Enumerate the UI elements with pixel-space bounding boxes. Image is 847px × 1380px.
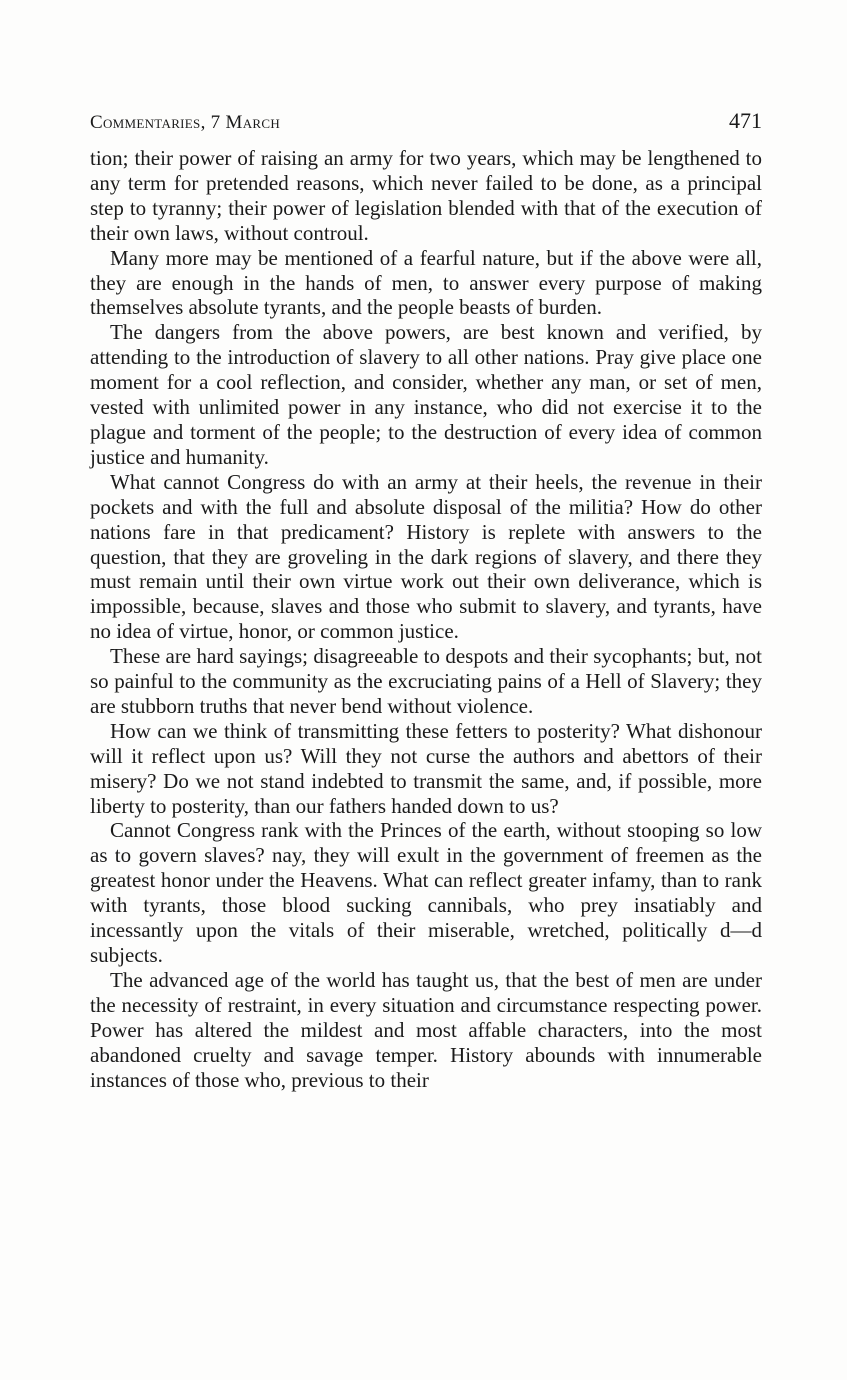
paragraph: Cannot Congress rank with the Princes of the earth, without stooping so low as to govern slaves? nay, they will exult in the government of freemen as the greatest honor under the Heavens. What can reflect greater infamy, than to rank with tyrants, those blood sucking cannibals, who prey insatiably and incessantly upon the vitals of their miserable, wretched, politically d—d subjects. [90, 818, 762, 967]
paragraph: What cannot Congress do with an army at their heels, the revenue in their pockets and with the full and absolute disposal of the militia? How do other nations fare in that predicament? History is replete with answers to the question, that they are groveling in the dark regions of slavery, and there they must remain until their own virtue work out their own deliverance, which is impossible, because, slaves and those who submit to slavery, and tyrants, have no idea of virtue, honor, or common justice. [90, 469, 762, 644]
paragraph: The dangers from the above powers, are best known and verified, by attending to the introduction of slavery to all other nations. Pray give place one moment for a cool reflection, and consider, whether any man, or set of men, vested with unlimited power in any instance, who did not exercise it to the plague and torment of the people; to the destruction of every idea of common justice and humanity. [90, 320, 762, 469]
running-head-title: Commentaries, 7 March [90, 112, 281, 133]
running-head [90, 108, 762, 144]
paragraph: How can we think of transmitting these fetters to posterity? What dishonour will it reflect upon us? Will they not curse the authors and abettors of their misery? Do we not stand indebted to transmit the same, and, if possible, more liberty to posterity, than our fathers handed down to us? [90, 718, 762, 818]
paragraph: Many more may be mentioned of a fearful nature, but if the above were all, they are enough in the hands of men, to answer every purpose of making themselves absolute tyrants, and the people beasts of burden. [90, 245, 762, 320]
paragraph: tion; their power of raising an army for two years, which may be lengthened to any term for pretended reasons, which never failed to be done, as a principal step to tyranny; their power of legislation blended with that of the execution of their own laws, without controul. [90, 146, 762, 245]
book-page [90, 108, 762, 1092]
page-number: 471 [729, 108, 762, 133]
paragraph: These are hard sayings; disagreeable to despots and their sycophants; but, not so painful to the community as the excruciating pains of a Hell of Slavery; they are stubborn truths that never bend without violence. [90, 644, 762, 718]
paragraph: The advanced age of the world has taught us, that the best of men are under the necessity of restraint, in every situation and circumstance respecting power. Power has altered the mildest and most affable characters, into the most abandoned cruelty and savage temper. History abounds with innumerable instances of those who, previous to their [90, 967, 762, 1092]
body-text [90, 146, 762, 1092]
